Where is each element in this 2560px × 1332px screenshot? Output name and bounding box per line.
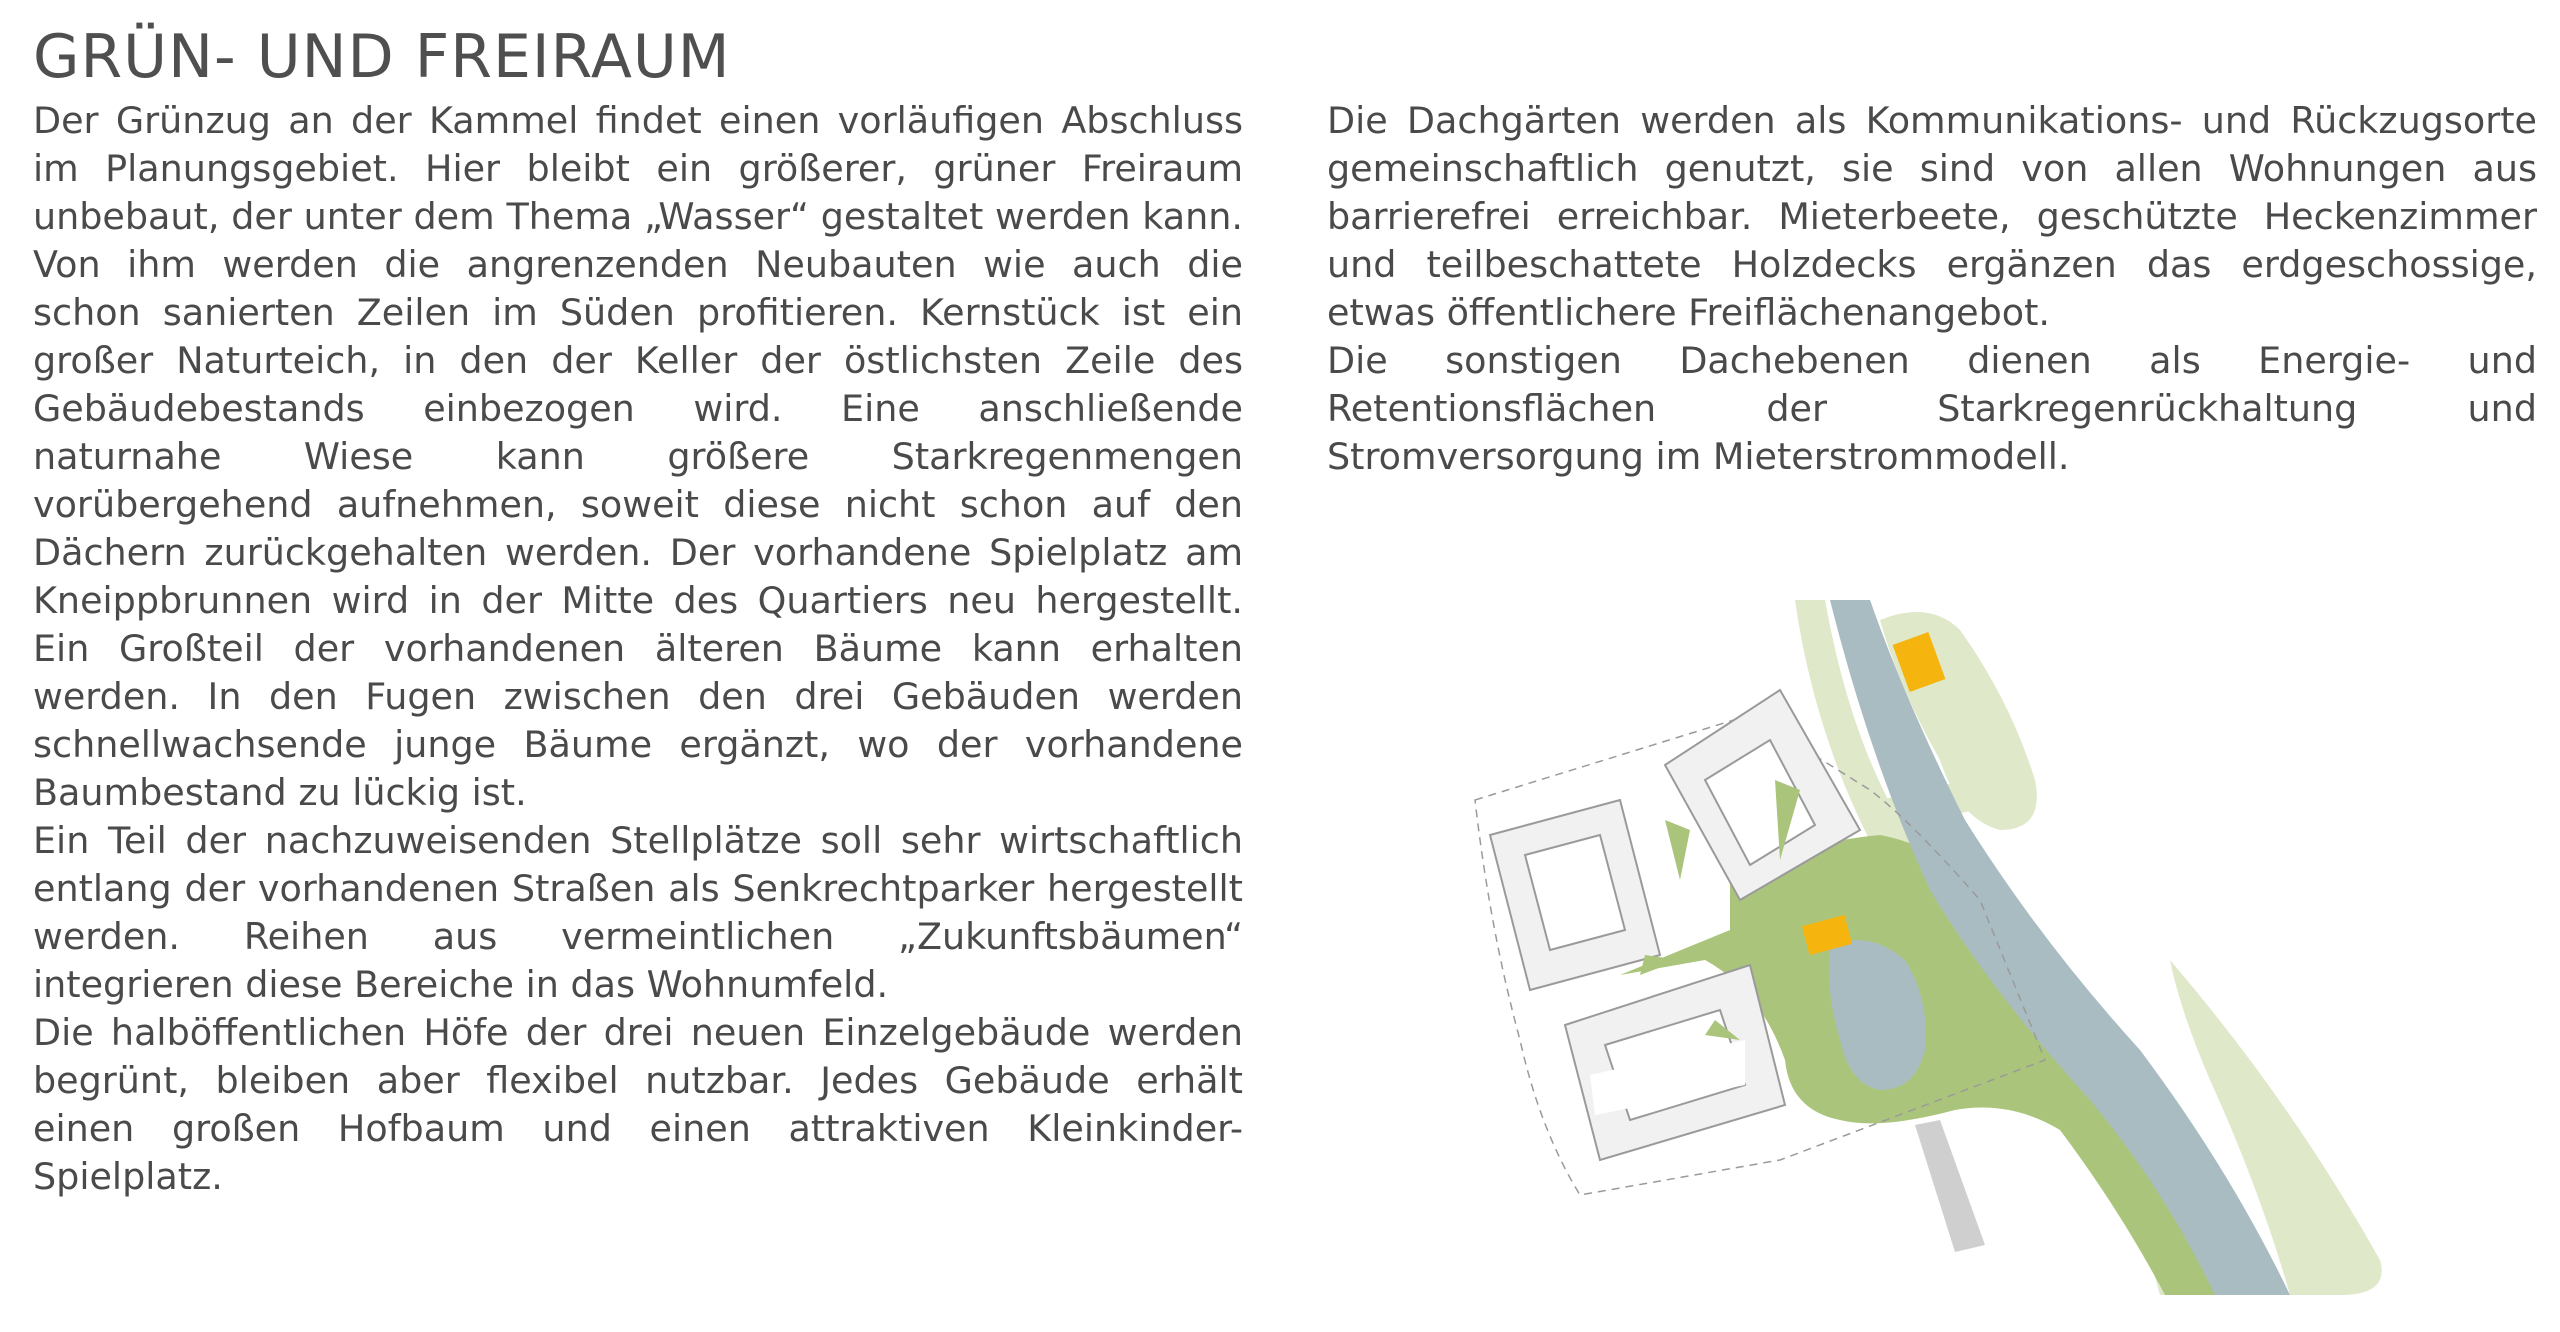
paragraph-naturteich: Der Grünzug an der Kammel findet einen vorläufigen Abschluss im Planungsgebiet. Hier bleibt ein größerer, grüner Freiraum unbebaut, der unter dem Thema „Wasser“ gestaltet werden kann. Von ihm werden die angrenzenden Neubauten wie auch die schon sanierten Zeilen im Süden profitieren. Kernstück ist ein großer Naturteich, in den der Keller der östlichsten Zeile des Gebäudebestands einbezogen wird. Eine anschließende naturnahe Wiese kann größere Starkregenmengen vorübergehend aufnehmen, soweit diese nicht schon auf den Dächern zurückgehalten werden. Der vorhandene Spielplatz am Kneippbrunnen wird in der Mitte des Quartiers neu hergestellt. Ein Großteil der vorhandenen älteren Bäume kann erhalten werden. In den Fugen zwischen den drei Gebäuden werden schnellwachsende junge Bäume ergänzt, wo der vorhandene Baumbestand zu lückig ist. bbox=[33, 99, 1243, 814]
building-west bbox=[1490, 800, 1660, 990]
paragraph-hoefe: Die halböffentlichen Höfe der drei neuen Einzelgebäude werden begrünt, bleiben aber flexibel nutzbar. Jedes Gebäude erhält einen großen Hofbaum und einen attraktiven Kleinkinder-Spielplatz. bbox=[33, 1011, 1243, 1198]
parking-strip bbox=[1915, 1120, 1985, 1252]
right-text-column bbox=[1327, 97, 2537, 481]
paragraph-stellplaetze: Ein Teil der nachzuweisenden Stellplätze soll sehr wirtschaftlich entlang der vorhandenen Straßen als Senkrechtparker hergestellt werden. Reihen aus vermeintlichen „Zukunftsbäumen“ integrieren diese Bereiche in das Wohnumfeld. bbox=[33, 819, 1243, 1006]
page-title: GRÜN- UND FREIRAUM bbox=[33, 22, 731, 92]
left-text-column bbox=[33, 97, 1243, 1201]
paragraph-dachebenen: Die sonstigen Dachebenen dienen als Energie- und Retentionsflächen der Starkregenrückhaltung und Stromversorgung im Mieterstrommodell. bbox=[1327, 339, 2537, 478]
site-plan-map bbox=[1460, 600, 2560, 1300]
paragraph-dachgaerten: Die Dachgärten werden als Kommunikations- und Rückzugsorte gemeinschaftlich genutzt, sie sind von allen Wohnungen aus barrierefrei erreichbar. Mieterbeete, geschützte Heckenzimmer und teilbeschattete Holzdecks ergänzen das erdgeschossige, etwas öffentlichere Freiflächenangebot. bbox=[1327, 99, 2537, 334]
